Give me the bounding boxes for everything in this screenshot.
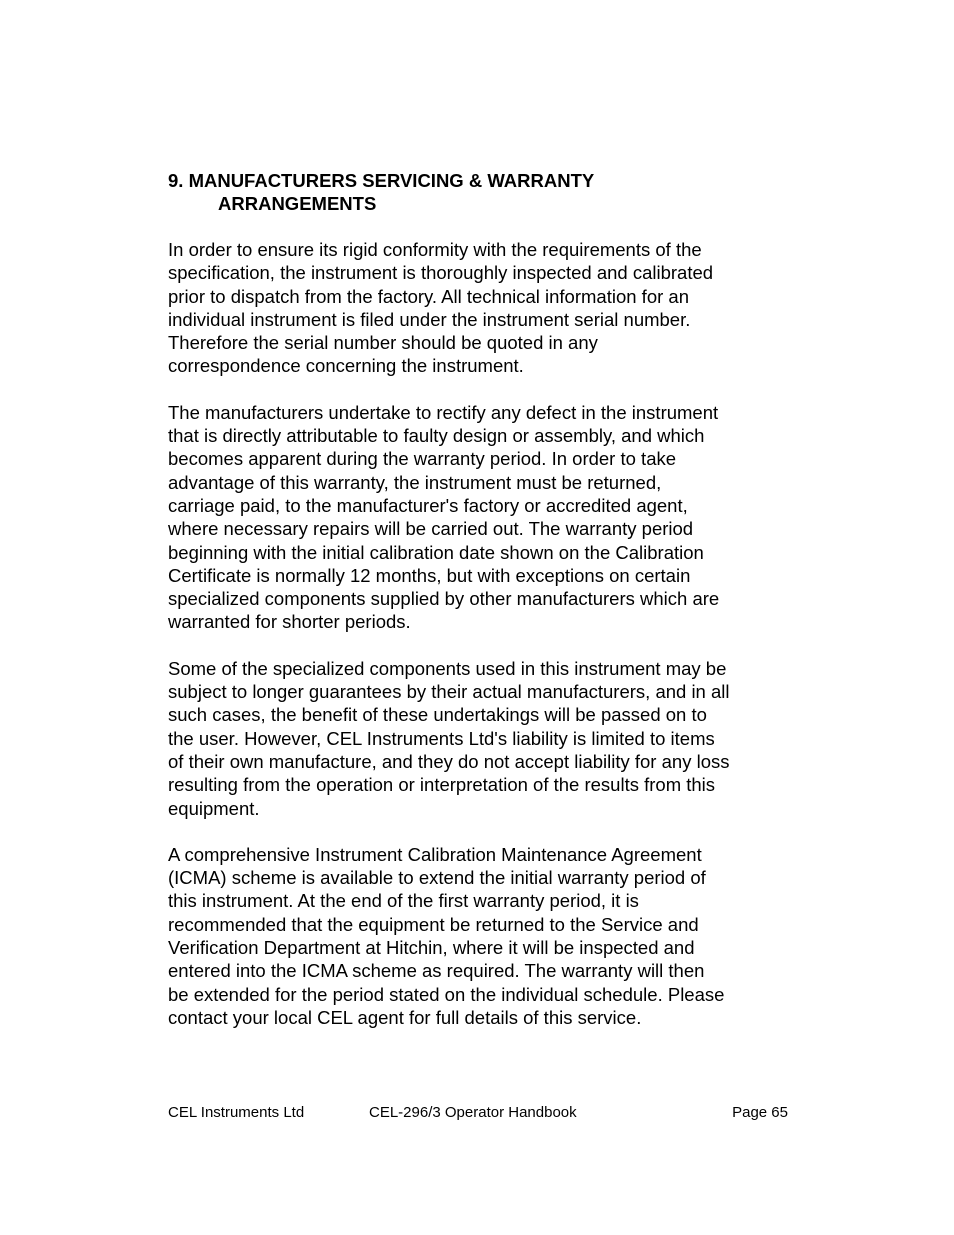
paragraph-line: contact your local CEL agent for full details of this service. xyxy=(168,1006,642,1028)
page-content xyxy=(168,169,793,1029)
paragraph-line: specification, the instrument is thoroughly inspected and calibrated xyxy=(168,262,714,284)
paragraph-line: that is directly attributable to faulty design or assembly, and which xyxy=(168,425,705,447)
paragraph-line: recommended that the equipment be returned to the Service and xyxy=(168,913,699,935)
paragraph xyxy=(168,238,793,378)
paragraph-line: In order to ensure its rigid conformity with the requirements of the xyxy=(168,239,702,260)
paragraph-line: specialized components supplied by other manufacturers which are xyxy=(168,588,720,610)
paragraph-line: becomes apparent during the warranty period. In order to take xyxy=(168,448,677,470)
paragraph-line: where necessary repairs will be carried out. The warranty period xyxy=(168,518,694,540)
footer-document-title: CEL-296/3 Operator Handbook xyxy=(369,1104,577,1121)
paragraph-line: Therefore the serial number should be quoted in any xyxy=(168,332,598,354)
paragraph-line: equipment. xyxy=(168,797,260,819)
section-heading-line2: ARRANGEMENTS xyxy=(218,193,377,214)
paragraph-line: A comprehensive Instrument Calibration Maintenance Agreement xyxy=(168,843,702,865)
footer-company: CEL Instruments Ltd xyxy=(168,1104,305,1121)
paragraph-line: such cases, the benefit of these undertakings will be passed on to xyxy=(168,704,707,726)
paragraph xyxy=(168,657,793,820)
paragraph-line: carriage paid, to the manufacturer's factory or accredited agent, xyxy=(168,494,688,516)
paragraph-line: correspondence concerning the instrument. xyxy=(168,355,524,377)
section-heading xyxy=(168,169,793,215)
paragraph xyxy=(168,401,793,634)
paragraph-line: this instrument. At the end of the first warranty period, it is xyxy=(168,890,639,912)
paragraph-line: beginning with the initial calibration date shown on the Calibration xyxy=(168,541,704,563)
paragraph-line: Some of the specialized components used in this instrument may be xyxy=(168,657,727,679)
paragraph-line: subject to longer guarantees by their actual manufacturers, and in all xyxy=(168,681,730,703)
paragraph-line: Verification Department at Hitchin, where it will be inspected and xyxy=(168,937,695,959)
paragraph-line: of their own manufacture, and they do not accept liability for any loss xyxy=(168,750,730,772)
paragraph-line: Certificate is normally 12 months, but with exceptions on certain xyxy=(168,564,691,586)
paragraph-line: the user. However, CEL Instruments Ltd's liability is limited to items xyxy=(168,727,715,749)
paragraph-line: warranted for shorter periods. xyxy=(168,611,411,633)
section-heading-line1: 9. MANUFACTURERS SERVICING & WARRANTY xyxy=(168,170,595,191)
paragraph-line: individual instrument is filed under the instrument serial number. xyxy=(168,308,691,330)
body-text xyxy=(168,238,793,1029)
paragraph xyxy=(168,843,793,1029)
paragraph-line: be extended for the period stated on the individual schedule. Please xyxy=(168,983,725,1005)
footer-page-number: Page 65 xyxy=(732,1104,788,1121)
paragraph-line: (ICMA) scheme is available to extend the initial warranty period of xyxy=(168,867,706,889)
paragraph-line: entered into the ICMA scheme as required. The warranty will then xyxy=(168,960,705,982)
paragraph-line: resulting from the operation or interpretation of the results from this xyxy=(168,774,716,796)
paragraph-line: prior to dispatch from the factory. All technical information for an xyxy=(168,285,689,307)
paragraph-line: advantage of this warranty, the instrument must be returned, xyxy=(168,471,662,493)
paragraph-line: The manufacturers undertake to rectify any defect in the instrument xyxy=(168,401,719,423)
page-footer xyxy=(168,1103,788,1123)
